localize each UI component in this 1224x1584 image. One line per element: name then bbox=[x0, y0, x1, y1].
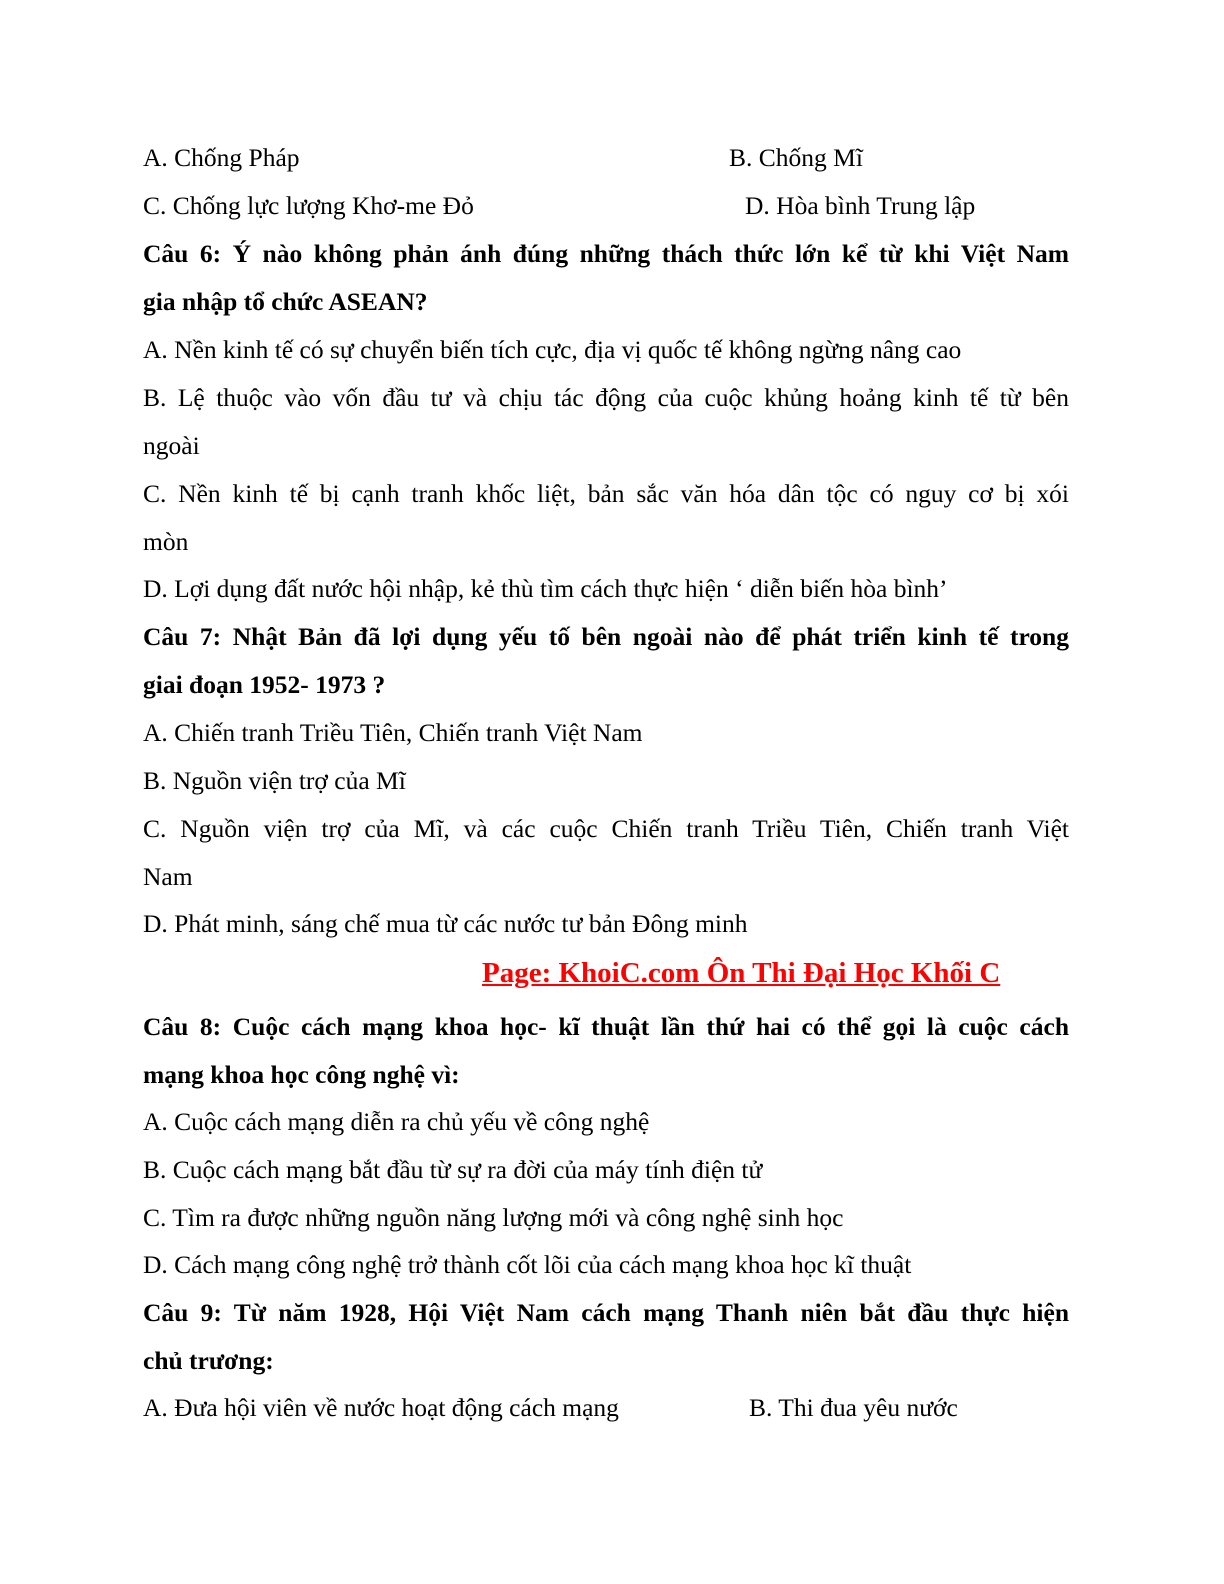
q7-option-c-line2: Nam bbox=[143, 862, 193, 891]
q6-option-b-line1: B. Lệ thuộc vào vốn đầu tư và chịu tác động của cuộc khủng hoảng kinh tế từ bên bbox=[143, 383, 1069, 412]
q8-option-b: B. Cuộc cách mạng bắt đầu từ sự ra đời của máy tính điện tử bbox=[143, 1155, 763, 1184]
q7-option-c-line1: C. Nguồn viện trợ của Mĩ, và các cuộc Chiến tranh Triều Tiên, Chiến tranh Việt bbox=[143, 814, 1069, 843]
q7-title-line2: giai đoạn 1952- 1973 ? bbox=[143, 670, 386, 699]
q7-option-d: D. Phát minh, sáng chế mua từ các nước tư bản Đông minh bbox=[143, 909, 748, 938]
q5-option-b: B. Chống Mĩ bbox=[729, 143, 863, 172]
q9-option-b: B. Thi đua yêu nước bbox=[749, 1393, 958, 1422]
q6-option-a: A. Nền kinh tế có sự chuyển biến tích cực, địa vị quốc tế không ngừng nâng cao bbox=[143, 335, 962, 364]
q7-title-line1: Câu 7: Nhật Bản đã lợi dụng yếu tố bên ngoài nào để phát triển kinh tế trong bbox=[143, 622, 1069, 651]
q7-option-a: A. Chiến tranh Triều Tiên, Chiến tranh Việt Nam bbox=[143, 718, 643, 747]
q9-title-line2: chủ trương: bbox=[143, 1346, 274, 1375]
khoic-page-link[interactable]: Page: KhoiC.com Ôn Thi Đại Học Khối C bbox=[482, 957, 1001, 989]
q5-option-d: D. Hòa bình Trung lập bbox=[745, 191, 976, 220]
q6-title-line2: gia nhập tổ chức ASEAN? bbox=[143, 287, 428, 316]
q8-title-line2: mạng khoa học công nghệ vì: bbox=[143, 1060, 460, 1089]
q8-title-line1: Câu 8: Cuộc cách mạng khoa học- kĩ thuật lần thứ hai có thể gọi là cuộc cách bbox=[143, 1012, 1069, 1041]
q8-option-a: A. Cuộc cách mạng diễn ra chủ yếu về công nghệ bbox=[143, 1107, 650, 1136]
q8-option-c: C. Tìm ra được những nguồn năng lượng mới và công nghệ sinh học bbox=[143, 1203, 844, 1232]
q5-option-c: C. Chống lực lượng Khơ-me Đỏ bbox=[143, 191, 474, 220]
q6-title-line1: Câu 6: Ý nào không phản ánh đúng những thách thức lớn kể từ khi Việt Nam bbox=[143, 239, 1069, 268]
q5-option-a: A. Chống Pháp bbox=[143, 143, 300, 172]
q9-title-line1: Câu 9: Từ năm 1928, Hội Việt Nam cách mạng Thanh niên bắt đầu thực hiện bbox=[143, 1298, 1069, 1327]
q6-option-d: D. Lợi dụng đất nước hội nhập, kẻ thù tìm cách thực hiện ‘ diễn biến hòa bình’ bbox=[143, 574, 948, 603]
q7-option-b: B. Nguồn viện trợ của Mĩ bbox=[143, 766, 406, 795]
q6-option-c-line1: C. Nền kinh tế bị cạnh tranh khốc liệt, bản sắc văn hóa dân tộc có nguy cơ bị xói bbox=[143, 479, 1069, 508]
q8-option-d: D. Cách mạng công nghệ trở thành cốt lõi của cách mạng khoa học kĩ thuật bbox=[143, 1250, 912, 1279]
q9-option-a: A. Đưa hội viên về nước hoạt động cách mạng bbox=[143, 1393, 619, 1422]
q6-option-c-line2: mòn bbox=[143, 527, 189, 556]
q6-option-b-line2: ngoài bbox=[143, 431, 200, 460]
